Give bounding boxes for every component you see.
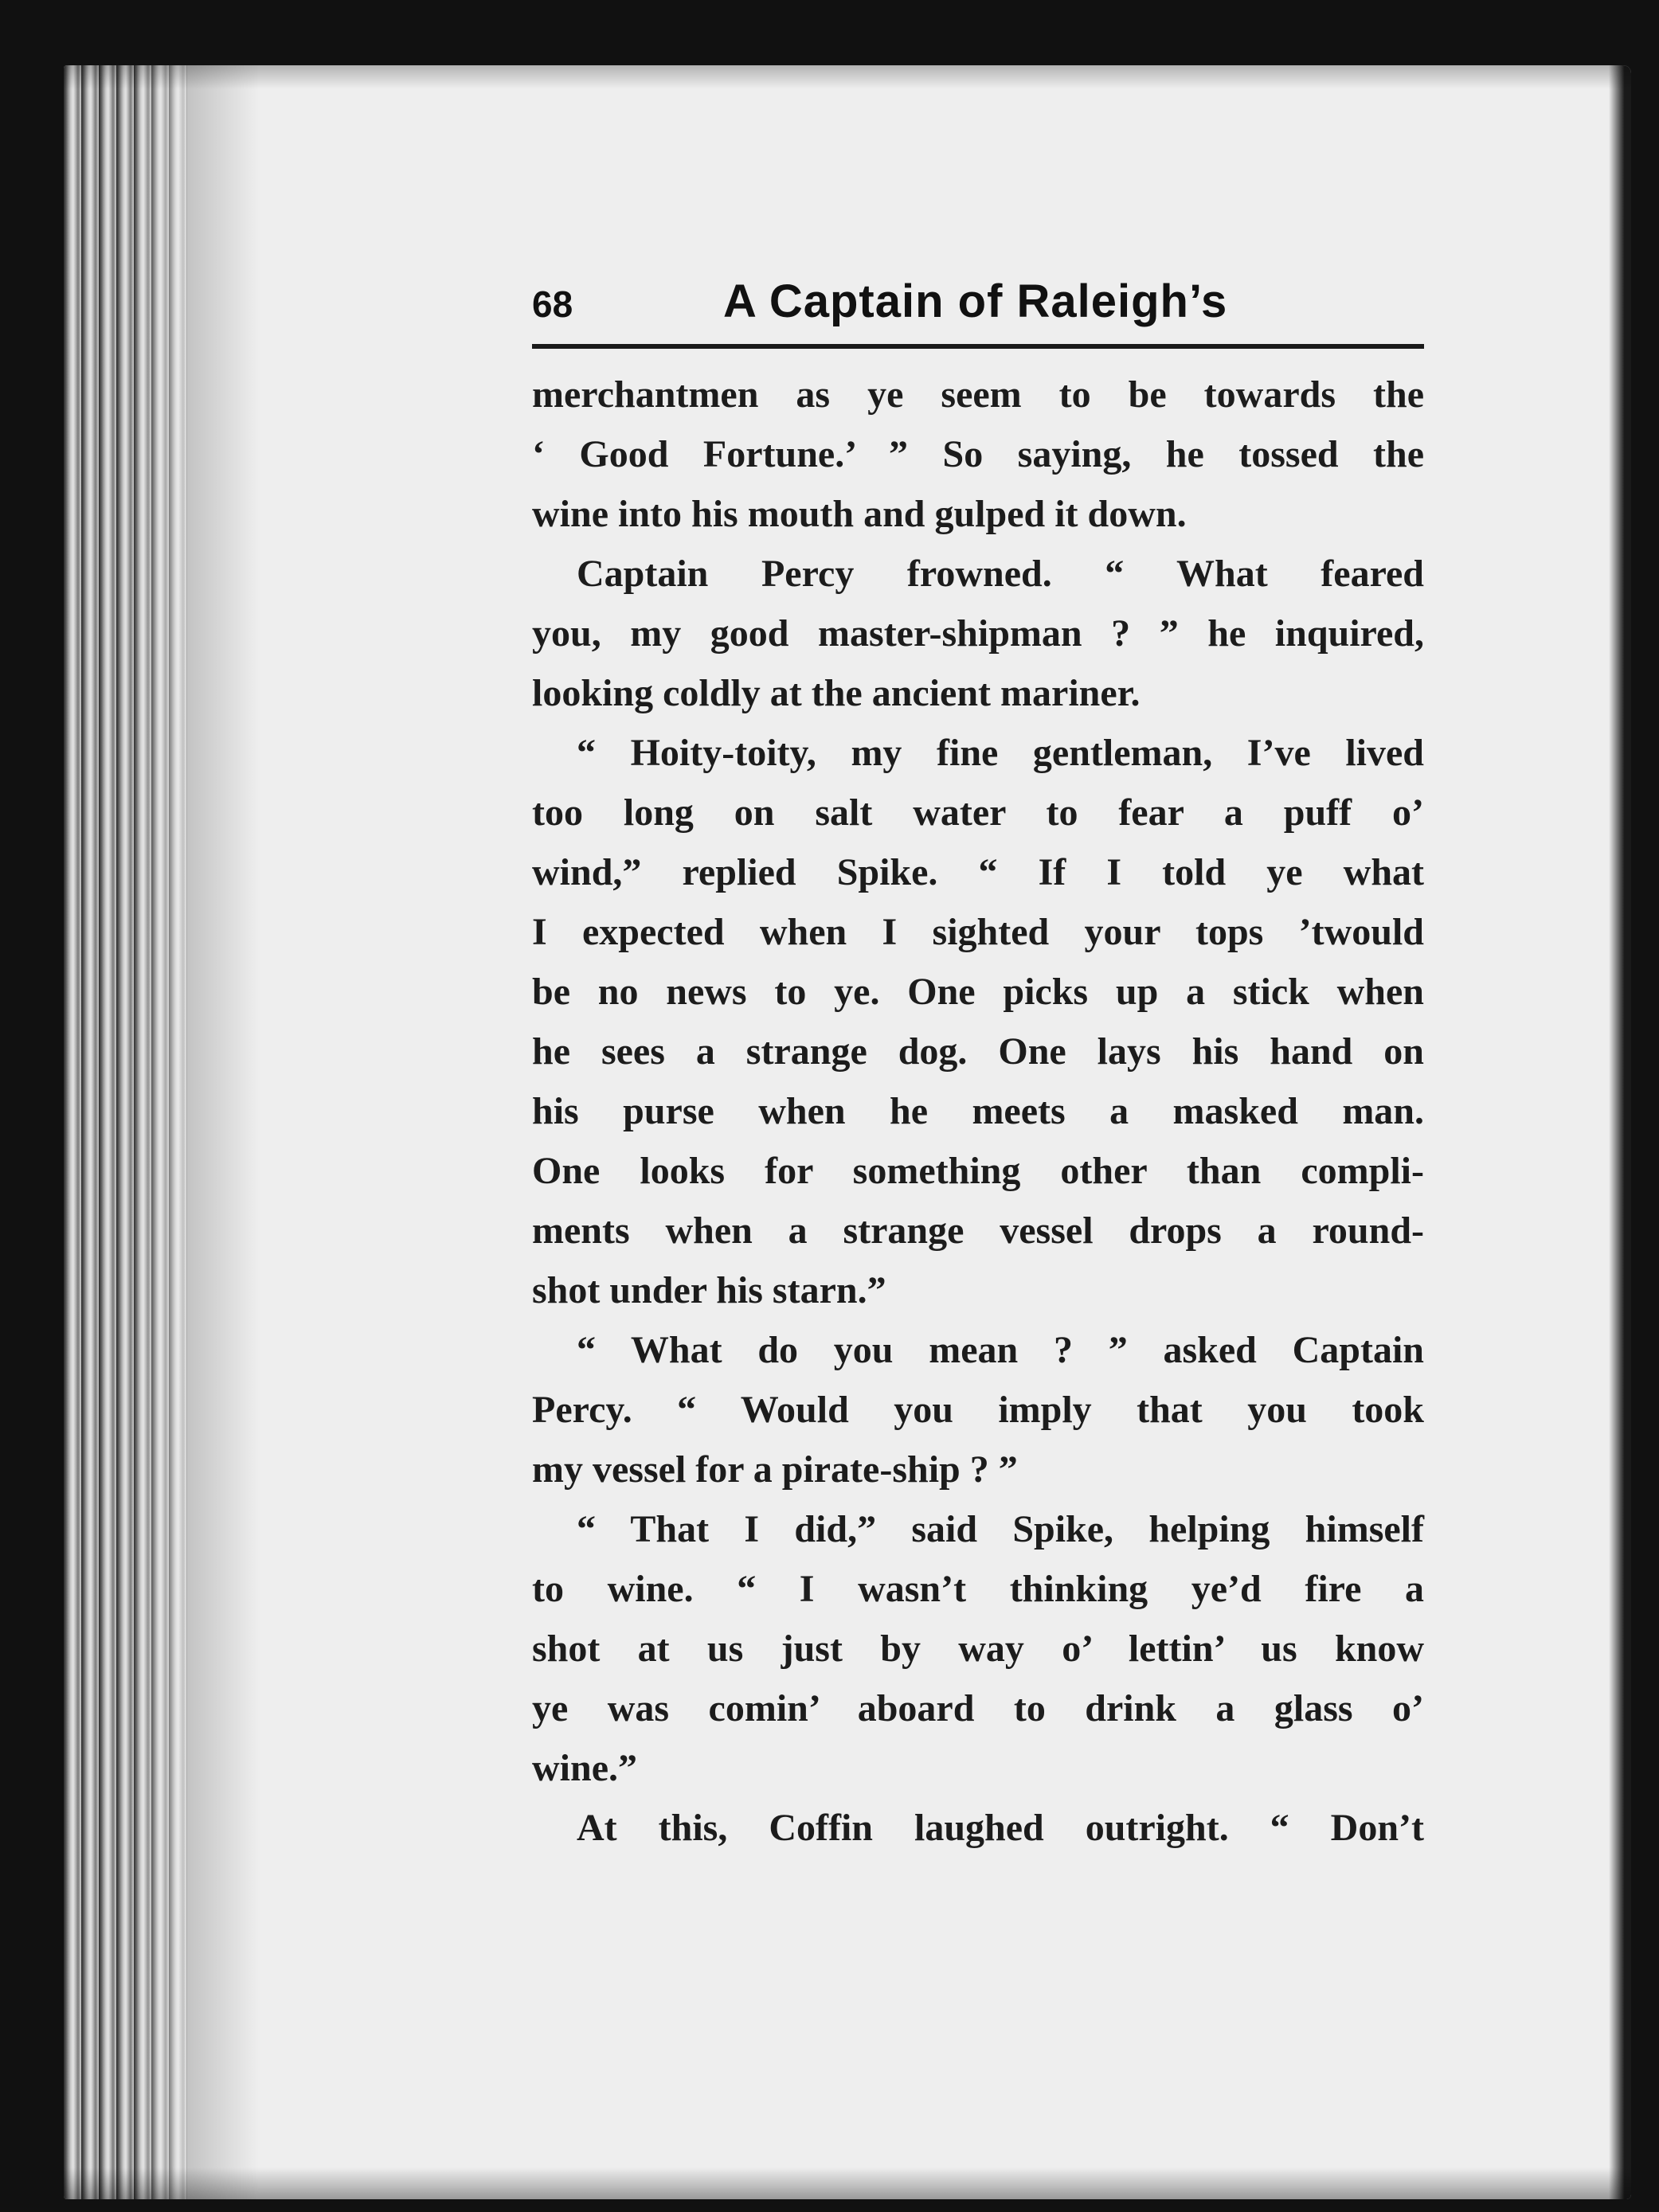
gutter-shadow [187, 65, 259, 2199]
running-header [532, 275, 1424, 330]
page-gutter [64, 65, 187, 2199]
text-line: Percy. “ Would you imply that you took [532, 1389, 1424, 1431]
text-line: my vessel for a pirate-ship ? ” [532, 1448, 1018, 1491]
running-title: A Captain of Raleigh’s [723, 276, 1228, 327]
text-line: “ What do you mean ? ” asked Captain [577, 1329, 1424, 1371]
text-line: “ That I did,” said Spike, helping himself [577, 1508, 1424, 1550]
text-line: shot at us just by way o’ lettin’ us know [532, 1628, 1424, 1670]
text-body [532, 365, 1424, 1858]
text-line: be no news to ye. One picks up a stick when [532, 971, 1424, 1013]
page-top-shade [64, 65, 1631, 89]
text-line: to wine. “ I wasn’t thinking ye’d fire a [532, 1568, 1424, 1610]
text-line: looking coldly at the ancient mariner. [532, 672, 1141, 714]
text-line: his purse when he meets a masked man. [532, 1090, 1424, 1132]
text-line: you, my good master-shipman ? ” he inquired, [532, 612, 1424, 655]
text-line: wine.” [532, 1747, 637, 1789]
page-number: 68 [532, 283, 573, 325]
text-line: Captain Percy frowned. “ What feared [577, 553, 1424, 595]
text-line: At this, Coffin laughed outright. “ Don’t [577, 1807, 1424, 1849]
text-line: too long on salt water to fear a puff o’ [532, 791, 1424, 834]
text-line: wine into his mouth and gulped it down. [532, 493, 1187, 535]
text-line: wind,” replied Spike. “ If I told ye what [532, 851, 1424, 893]
text-line: I expected when I sighted your tops ’twould [532, 911, 1424, 953]
header-rule [532, 344, 1424, 349]
text-line: shot under his starn.” [532, 1269, 886, 1311]
text-line: ‘ Good Fortune.’ ” So saying, he tossed the [532, 433, 1424, 475]
text-line: ye was comin’ aboard to drink a glass o’ [532, 1687, 1424, 1729]
page-bottom-shade [64, 2167, 1631, 2199]
text-line: he sees a strange dog. One lays his hand on [532, 1030, 1424, 1073]
text-line: merchantmen as ye seem to be towards the [532, 373, 1424, 416]
text-line: One looks for something other than compli- [532, 1150, 1424, 1192]
text-line: ments when a strange vessel drops a round- [532, 1210, 1424, 1252]
text-line: “ Hoity-toity, my fine gentleman, I’ve lived [577, 732, 1424, 774]
page-right-edge [1609, 65, 1631, 2199]
